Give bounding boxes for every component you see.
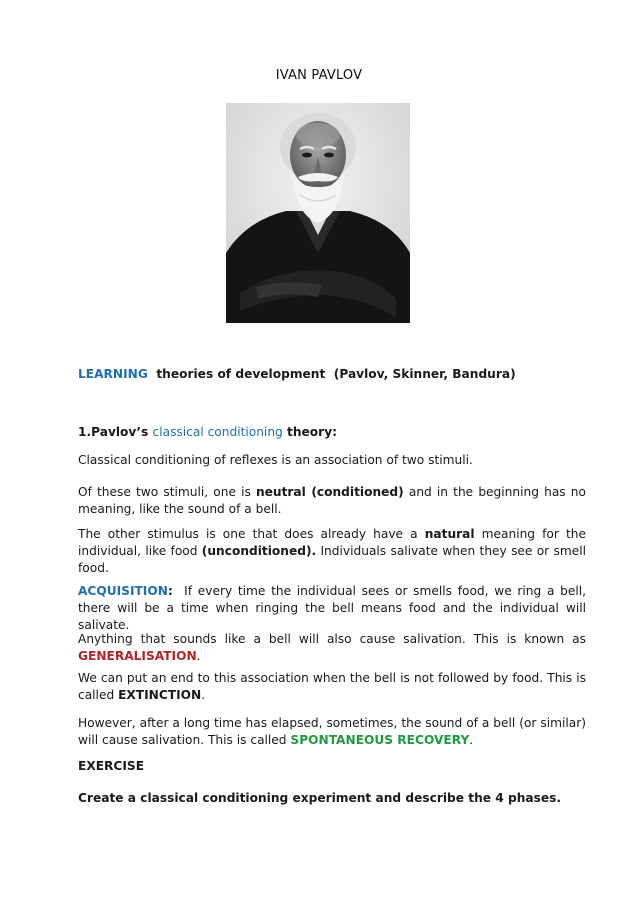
paragraph-2-bold: neutral (conditioned): [255, 485, 404, 499]
learning-heading-rest: theories of development (Pavlov, Skinner, Bandura): [147, 367, 516, 381]
exercise-heading: EXERCISE: [78, 759, 145, 773]
paragraph-2-a: Of these two stimuli, one is: [78, 485, 256, 499]
generalisation-term: GENERALISATION: [78, 649, 197, 663]
portrait-photo: [226, 103, 410, 323]
paragraph-7: [78, 715, 586, 749]
paragraph-5: [78, 631, 586, 665]
section-heading: [78, 424, 586, 441]
spontaneous-recovery-term: SPONTANEOUS RECOVERY: [290, 733, 470, 747]
paragraph-6: [78, 670, 586, 704]
paragraph-6-a: We can put an end to this association when the bell is not followed by food. This is called: [78, 671, 586, 702]
paragraph-3-natural: natural: [424, 527, 475, 541]
paragraph-3: [78, 526, 586, 577]
paragraph-6-c: .: [201, 688, 206, 702]
section-highlight: classical conditioning: [152, 425, 283, 439]
page-title: IVAN PAVLOV: [275, 68, 363, 83]
paragraph-3-e: Individuals salivate when they see or smell food.: [78, 544, 586, 575]
extinction-term: EXTINCTION: [118, 688, 202, 702]
section-prefix: 1.Pavlov’s: [78, 425, 153, 439]
paragraph-7-a: However, after a long time has elapsed, sometimes, the sound of a bell (or similar) will cause salivation. This is called: [78, 716, 586, 747]
paragraph-1: [78, 452, 586, 469]
portrait-icon: [226, 103, 410, 323]
section-suffix: theory:: [282, 425, 338, 439]
paragraph-1-text: Classical conditioning of reflexes is an association of two stimuli.: [78, 453, 473, 467]
acquisition-term: ACQUISITION: [78, 584, 168, 598]
learning-label: LEARNING: [78, 367, 148, 381]
paragraph-3-unconditioned: (unconditioned).: [201, 544, 317, 558]
paragraph-4: [78, 583, 590, 634]
learning-heading: [78, 366, 586, 383]
paragraph-3-a: The other stimulus is one that does already have a: [78, 527, 425, 541]
paragraph-2-c: and in the beginning has no meaning, like the sound of a bell.: [78, 485, 586, 516]
paragraph-5-a: Anything that sounds like a bell will also cause salivation. This is known as: [78, 632, 586, 646]
exercise-task: Create a classical conditioning experiment and describe the 4 phases.: [78, 791, 562, 805]
paragraph-5-c: .: [196, 649, 201, 663]
acquisition-colon: :: [167, 584, 173, 598]
paragraph-7-c: .: [469, 733, 474, 747]
paragraph-4-c: If every time the individual sees or smells food, we ring a bell, there will be a time when ringing the bell means food and the individual will salivate.: [78, 584, 590, 632]
paragraph-2: [78, 484, 586, 518]
paragraph-3-c: meaning for the individual, like food: [78, 527, 586, 558]
